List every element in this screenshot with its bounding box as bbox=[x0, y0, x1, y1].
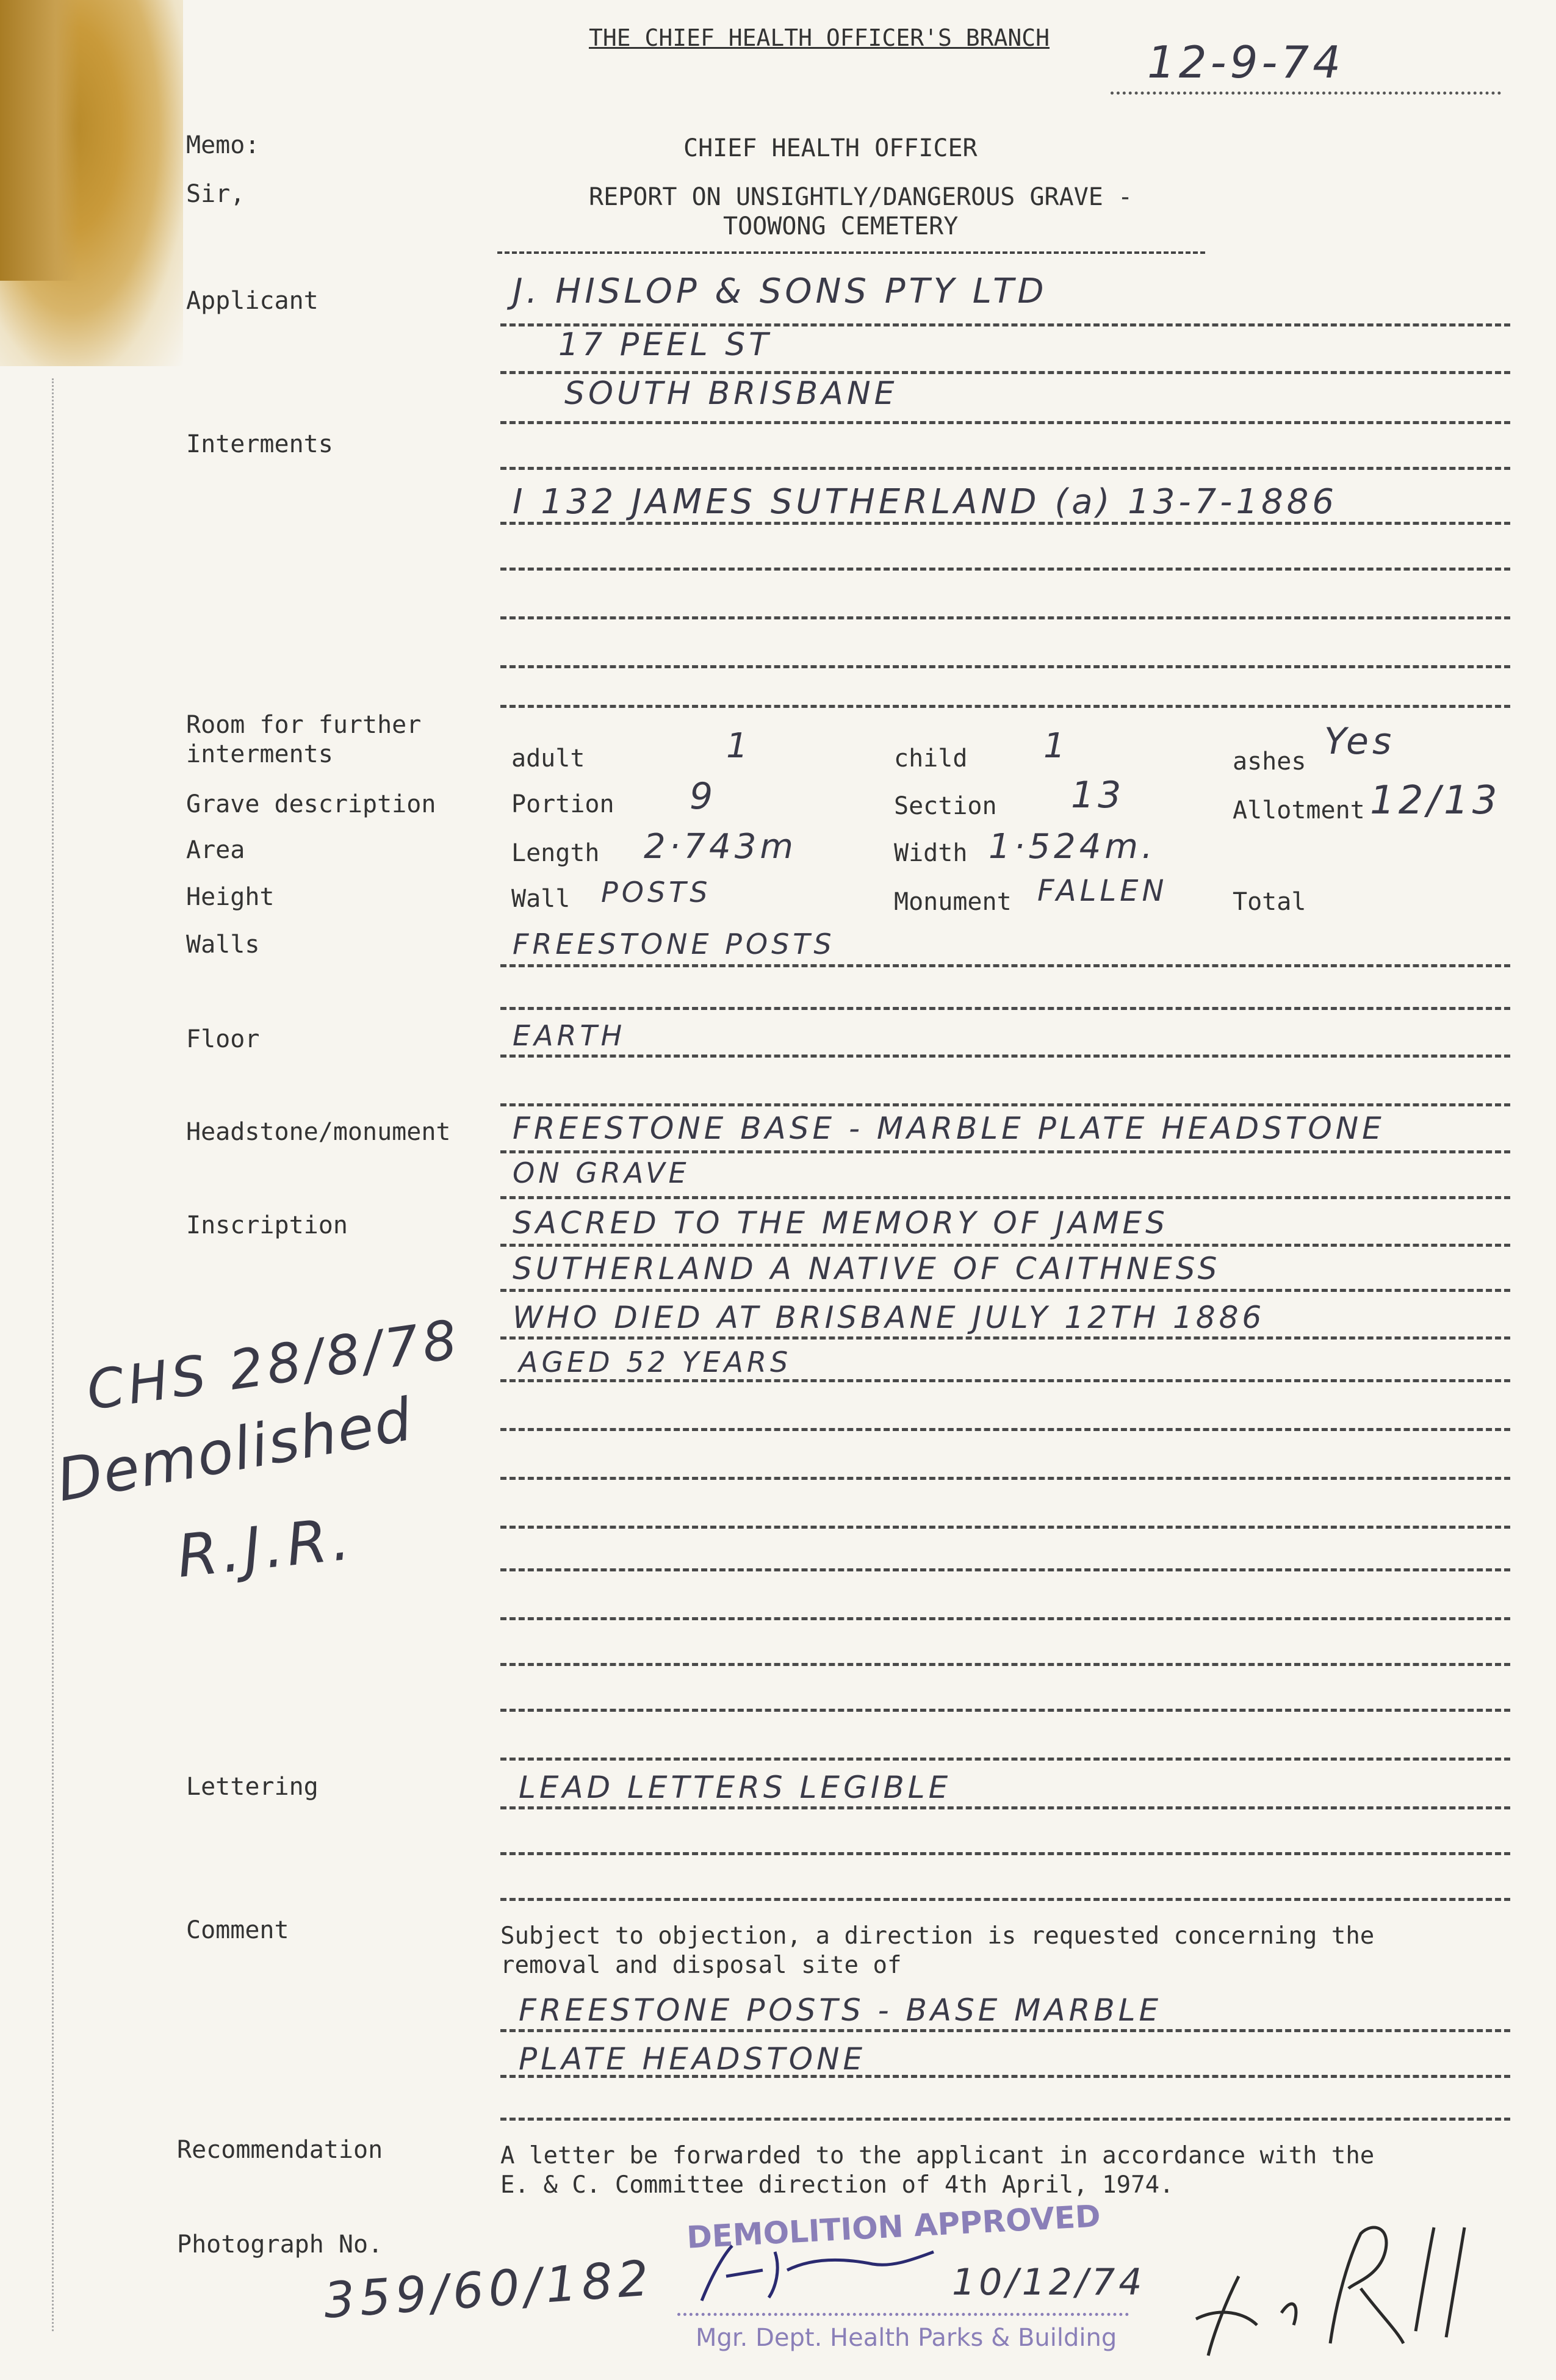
interments-line-4 bbox=[500, 616, 1510, 619]
applicant-suburb: SOUTH BRISBANE bbox=[564, 375, 898, 412]
wall-label: Wall bbox=[511, 885, 571, 913]
branch-heading: THE CHIEF HEALTH OFFICER'S BRANCH bbox=[589, 24, 1050, 51]
lettering-line-1 bbox=[500, 1806, 1510, 1809]
walls-line-1 bbox=[500, 964, 1510, 967]
walls-line-2 bbox=[500, 1007, 1510, 1010]
inscription-line-7 bbox=[500, 1526, 1510, 1529]
disposal-value-2: PLATE HEADSTONE bbox=[519, 2041, 866, 2077]
inscription-line-5 bbox=[500, 1428, 1510, 1431]
interments-line-3 bbox=[500, 568, 1510, 571]
child-value: 1 bbox=[1043, 726, 1069, 766]
margin-note-date: CHS 28/8/78 bbox=[82, 1307, 464, 1423]
height-label: Height bbox=[186, 883, 275, 911]
allotment-value: 12/13 bbox=[1370, 778, 1501, 823]
applicant-label: Applicant bbox=[186, 287, 319, 315]
officer-signature bbox=[1172, 2209, 1477, 2368]
interments-line-1 bbox=[500, 467, 1510, 470]
lettering-label: Lettering bbox=[186, 1773, 319, 1801]
stamp-signature-line bbox=[677, 2313, 1129, 2316]
inscription-value-3: WHO DIED AT BRISBANE JULY 12TH 1886 bbox=[513, 1300, 1266, 1335]
disposal-value-1: FREESTONE POSTS - BASE MARBLE bbox=[519, 1992, 1162, 2028]
inscription-line-8 bbox=[500, 1568, 1510, 1571]
headstone-value-2: ON GRAVE bbox=[513, 1156, 690, 1189]
subject-underline bbox=[497, 251, 1205, 254]
child-label: child bbox=[894, 745, 968, 773]
headstone-value-1: FREESTONE BASE - MARBLE PLATE HEADSTONE bbox=[513, 1111, 1385, 1146]
portion-value: 9 bbox=[690, 775, 717, 818]
report-date-value: 12-9-74 bbox=[1147, 37, 1345, 88]
lettering-line-3 bbox=[500, 1898, 1510, 1901]
tape-stain bbox=[0, 0, 79, 281]
inscription-line-10 bbox=[500, 1663, 1510, 1666]
sir-label: Sir, bbox=[186, 180, 245, 208]
length-label: Length bbox=[511, 839, 600, 867]
interments-line-6 bbox=[500, 705, 1510, 708]
photograph-number: 359/60/182 bbox=[322, 2249, 655, 2329]
interments-line-2 bbox=[500, 522, 1510, 525]
inscription-line-3 bbox=[500, 1336, 1510, 1340]
inscription-line-4 bbox=[500, 1379, 1510, 1382]
walls-value: FREESTONE POSTS bbox=[513, 928, 835, 961]
walls-label: Walls bbox=[186, 931, 260, 959]
inscription-line-11 bbox=[500, 1709, 1510, 1712]
inscription-value-1: SACRED TO THE MEMORY OF JAMES bbox=[513, 1205, 1169, 1241]
area-label: Area bbox=[186, 836, 245, 864]
ashes-label: ashes bbox=[1233, 748, 1306, 776]
section-label: Section bbox=[894, 792, 997, 820]
applicant-street: 17 PEEL ST bbox=[558, 326, 773, 363]
inscription-line-12 bbox=[500, 1758, 1510, 1761]
comment-line-1: Subject to objection, a direction is requested concerning the bbox=[500, 1922, 1375, 1950]
wall-value: POSTS bbox=[601, 876, 711, 909]
grave-description-label: Grave description bbox=[186, 790, 436, 818]
headstone-line-1 bbox=[500, 1150, 1510, 1153]
comment-line-b bbox=[500, 2075, 1510, 2078]
portion-label: Portion bbox=[511, 790, 614, 818]
margin-fold-line bbox=[52, 378, 54, 2331]
margin-note-initials: R.J.R. bbox=[173, 1504, 357, 1591]
comment-line-2: removal and disposal site of bbox=[500, 1952, 902, 1979]
applicant-line-3 bbox=[500, 421, 1510, 424]
inscription-line-9 bbox=[500, 1617, 1510, 1620]
addressee: CHIEF HEALTH OFFICER bbox=[683, 134, 978, 162]
approval-date: 10/12/74 bbox=[952, 2261, 1146, 2304]
interment-record: I 132 JAMES SUTHERLAND (a) 13-7-1886 bbox=[513, 482, 1338, 522]
monument-value: FALLEN bbox=[1037, 874, 1168, 908]
lettering-line-2 bbox=[500, 1852, 1510, 1855]
interments-label: Interments bbox=[186, 430, 333, 458]
headstone-label: Headstone/monument bbox=[186, 1118, 451, 1146]
total-label: Total bbox=[1233, 888, 1306, 916]
ashes-value: Yes bbox=[1324, 720, 1396, 763]
subject-line-1: REPORT ON UNSIGHTLY/DANGEROUS GRAVE - bbox=[589, 183, 1133, 211]
inscription-line-2 bbox=[500, 1289, 1510, 1292]
interments-line-5 bbox=[500, 665, 1510, 668]
photograph-label: Photograph No. bbox=[177, 2230, 383, 2259]
memo-label: Memo: bbox=[186, 131, 260, 159]
demolition-approved-stamp: DEMOLITION APPROVED bbox=[685, 2198, 1101, 2256]
comment-line-c bbox=[500, 2118, 1510, 2121]
applicant-line-2 bbox=[500, 371, 1510, 374]
subject-line-2: TOOWONG CEMETERY bbox=[723, 212, 959, 240]
section-value: 13 bbox=[1071, 774, 1125, 817]
lettering-value: LEAD LETTERS LEGIBLE bbox=[519, 1770, 952, 1805]
room-label-1: Room for further bbox=[186, 711, 422, 739]
recommendation-label: Recommendation bbox=[177, 2136, 383, 2164]
width-label: Width bbox=[894, 839, 968, 867]
adult-label: adult bbox=[511, 745, 585, 773]
comment-line-a bbox=[500, 2029, 1510, 2032]
inscription-value-2: SUTHERLAND A NATIVE OF CAITHNESS bbox=[513, 1251, 1221, 1286]
length-value: 2·743m bbox=[644, 827, 797, 867]
headstone-line-2 bbox=[500, 1196, 1510, 1199]
floor-line-1 bbox=[500, 1055, 1510, 1058]
adult-value: 1 bbox=[726, 726, 752, 766]
width-value: 1·524m. bbox=[989, 827, 1156, 867]
inscription-label: Inscription bbox=[186, 1211, 348, 1239]
allotment-label: Allotment bbox=[1233, 796, 1365, 824]
stamp-footer: Mgr. Dept. Health Parks & Building bbox=[696, 2324, 1117, 2352]
floor-line-2 bbox=[500, 1103, 1510, 1106]
monument-label: Monument bbox=[894, 888, 1012, 916]
recommendation-line-2: E. & C. Committee direction of 4th April, 1974. bbox=[500, 2171, 1174, 2199]
inscription-line-6 bbox=[500, 1477, 1510, 1480]
inscription-value-4: AGED 52 YEARS bbox=[519, 1346, 792, 1379]
floor-value: EARTH bbox=[513, 1019, 626, 1052]
manager-signature bbox=[690, 2234, 946, 2313]
applicant-name: J. HISLOP & SONS PTY LTD bbox=[513, 272, 1048, 311]
date-dotted-line bbox=[1111, 92, 1501, 95]
comment-label: Comment bbox=[186, 1916, 289, 1944]
margin-note-demolished: Demolished bbox=[51, 1385, 418, 1515]
recommendation-line-1: A letter be forwarded to the applicant in accordance with the bbox=[500, 2142, 1375, 2169]
floor-label: Floor bbox=[186, 1025, 260, 1053]
room-label-2: interments bbox=[186, 740, 333, 768]
inscription-line-1 bbox=[500, 1244, 1510, 1247]
